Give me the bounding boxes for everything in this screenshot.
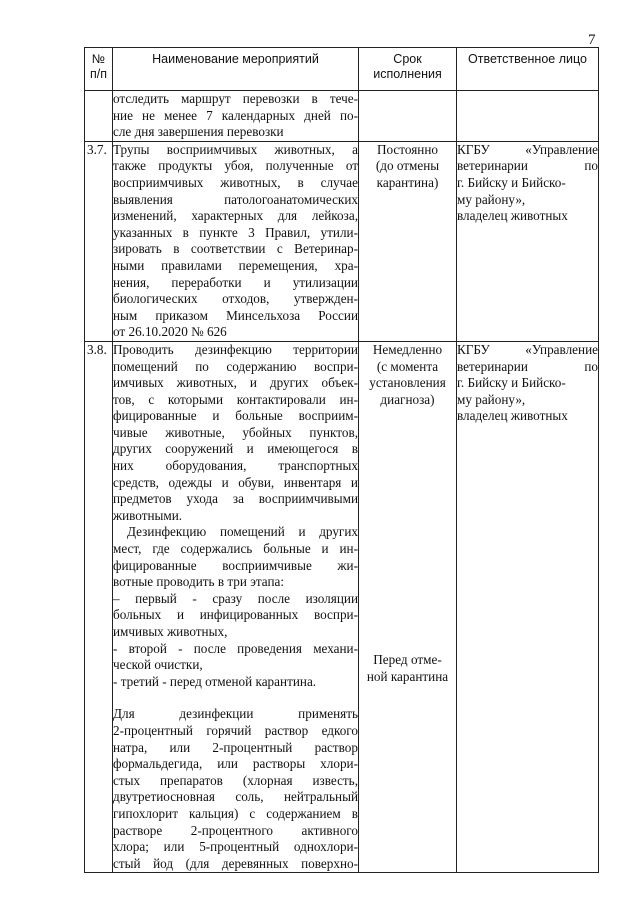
term-line: Немедленно [372, 341, 443, 357]
text-line: формальдегида, или растворы хлори- [113, 756, 358, 772]
text-line: Проводить дезинфекцию территории [113, 341, 358, 357]
responsible-line: г. Бийску и Бийско- [457, 174, 566, 190]
responsible-line: му району», [457, 191, 526, 207]
text-line: нения, переработки и утилизации [113, 274, 358, 290]
header-num: № п/п [85, 48, 113, 91]
text-line: 2-процентный горячий раствор едкого [113, 722, 358, 738]
text-line: фицированные восприимчивые жи- [113, 557, 358, 573]
text-line: мест, где содержались больные и ин- [113, 541, 358, 557]
responsible-line: владелец животных [457, 208, 568, 224]
header-name: Наименование мероприятий [113, 48, 359, 91]
text-line: восприимчивых животных, в случае [113, 174, 358, 190]
text-line: - второй - после проведения механи- [113, 640, 358, 656]
responsible-line: КГБУ «Управление [457, 141, 598, 157]
text-line: стых препаратов (хлорная известь, [113, 772, 358, 788]
table-row [85, 91, 599, 142]
text-line: отследить маршрут перевозки в тече- [113, 91, 358, 106]
text-line: ным приказом Минсельхоза России [113, 307, 358, 323]
text-line [113, 690, 358, 706]
text-line: указанных в пункте 3 Правил, утили- [113, 224, 358, 240]
text-line: помещений по содержанию воспри- [113, 358, 358, 374]
responsible-cell [457, 341, 599, 872]
term-line: Перед отме- [373, 652, 442, 668]
row-number [85, 91, 113, 142]
table-header-row [85, 48, 599, 91]
text-line: изменений, характерных для лейкоза, [113, 208, 358, 224]
responsible-line: владелец животных [457, 408, 568, 424]
responsible-line: г. Бийску и Бийско- [457, 375, 566, 391]
term-line: установления [369, 375, 446, 391]
text-line: выявления патологоанатомических [113, 191, 358, 207]
term-line: (с момента [376, 358, 439, 374]
table-row [85, 141, 599, 341]
term-line: диагноза) [380, 391, 435, 407]
text-line: Дезинфекцию помещений и других [127, 524, 358, 540]
text-line: фицированные и больные восприим- [113, 408, 358, 424]
text-line: животными. [113, 507, 183, 523]
responsible-cell [457, 141, 599, 341]
text-line: сле дня завершения перевозки [113, 124, 284, 140]
responsible-cell [457, 91, 599, 142]
term-spacer [359, 408, 456, 652]
term-line: карантина) [376, 174, 439, 190]
term-cell [359, 341, 457, 872]
text-line: имчивых животных, [113, 624, 228, 639]
text-line: других сооружений и имеющегося в [113, 441, 358, 457]
text-line: чивые животные, убойных пунктов, [113, 424, 358, 440]
text-line: вотные проводить в три этапа: [113, 574, 285, 590]
text-line: средств, одежды и обуви, инвентаря и [113, 474, 358, 490]
text-line: хлора; или 5-процентный однохлори- [113, 839, 358, 855]
measure-description [113, 91, 359, 142]
text-line: предметов ухода за восприимчивыми [113, 491, 358, 507]
text-line: - третий - перед отменой карантина. [113, 673, 317, 689]
text-line: ние не менее 7 календарных дней по- [113, 107, 358, 123]
text-line: Для дезинфекции применять [113, 706, 358, 722]
measure-description [113, 341, 359, 872]
text-line: ческой очистки, [113, 657, 203, 673]
measures-table [84, 47, 599, 873]
text-line: больных и инфицированных воспри- [113, 607, 358, 623]
responsible-line: КГБУ «Управление [457, 341, 598, 357]
page-number: 7 [588, 32, 596, 48]
header-responsible: Ответственное лицо [457, 48, 599, 91]
text-line: от 26.10.2020 № 626 [113, 324, 227, 340]
table-row [85, 341, 599, 872]
text-line: растворе 2-процентного активного [113, 822, 358, 838]
responsible-line: ветеринарии по [457, 358, 598, 374]
responsible-line: ветеринарии по [457, 158, 598, 174]
text-line: – первый - сразу после изоляции [113, 590, 358, 606]
row-number: 3.7. [85, 141, 113, 341]
term-line: ной карантина [366, 668, 449, 684]
text-line: гипохлорит кальция) с содержанием в [113, 805, 358, 821]
text-line: них оборудования, транспортных [113, 458, 358, 474]
text-line: тов, с которыми контактировали ин- [113, 391, 358, 407]
text-line: натра, или 2-процентный раствор [113, 739, 358, 755]
text-line: двутретиосновная соль, нейтральный [113, 789, 358, 805]
term-cell [359, 91, 457, 142]
text-line: стый йод (для деревянных поверхно- [113, 855, 358, 871]
text-line: Трупы восприимчивых животных, а [113, 141, 358, 157]
header-term: Срок исполнения [359, 48, 457, 91]
text-line: также продукты убоя, полученные от [113, 158, 358, 174]
text-line: имчивых животных, и других объек- [113, 375, 358, 391]
text-line: ными правилами перемещения, хра- [113, 257, 358, 273]
term-line: Постоянно [376, 141, 438, 157]
row-number: 3.8. [85, 341, 113, 872]
term-line: (до отмены [375, 158, 440, 174]
text-line: биологических отходов, утвержден- [113, 291, 358, 307]
term-cell [359, 141, 457, 341]
responsible-line: му району», [457, 391, 526, 407]
measure-description [113, 141, 359, 341]
text-line: зировать в соответствии с Ветеринар- [113, 241, 358, 257]
